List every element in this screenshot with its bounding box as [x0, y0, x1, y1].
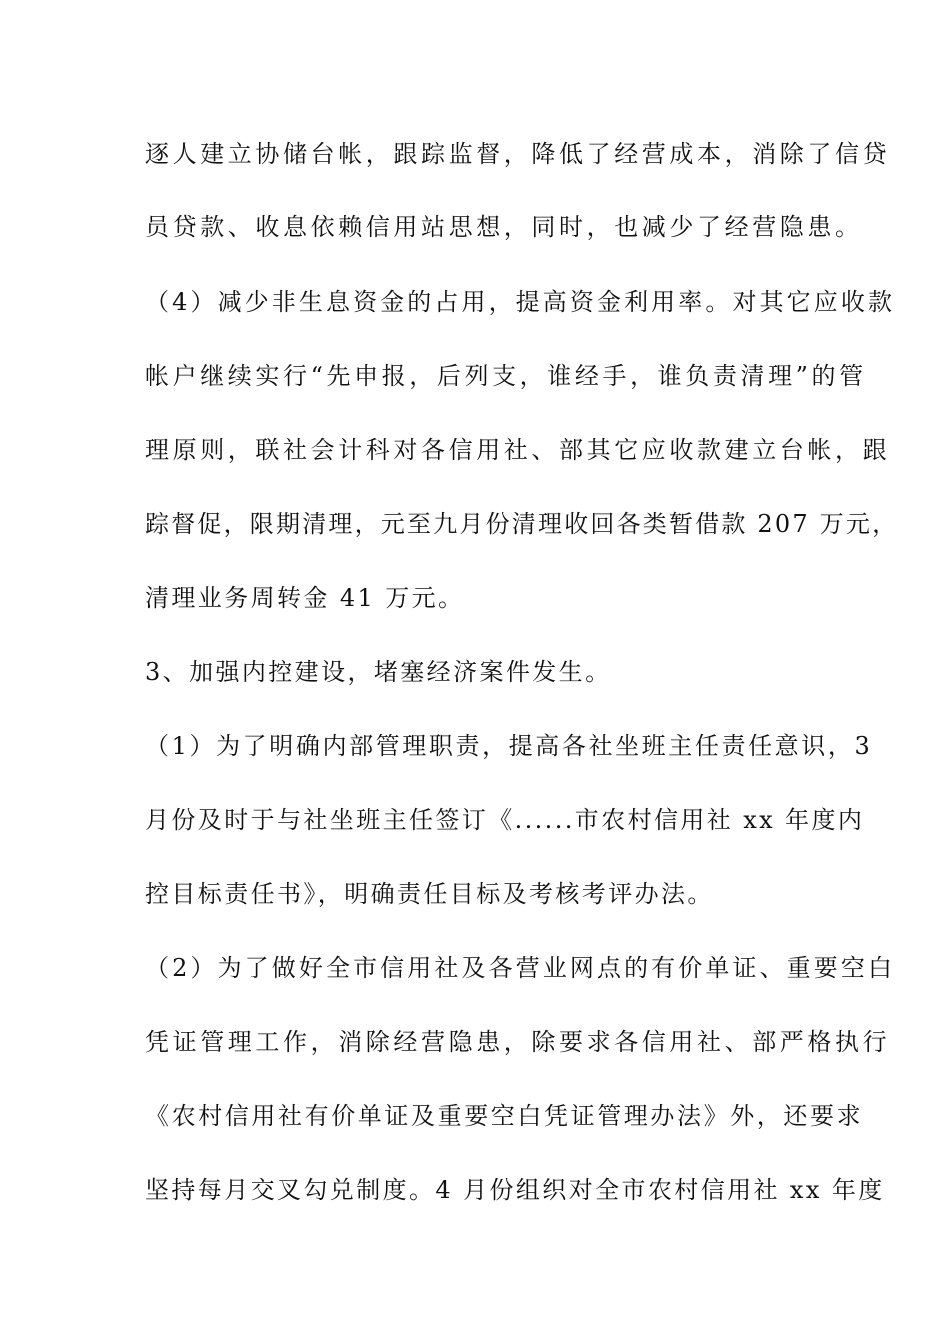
- text-line: 月份及时于与社坐班主任签订《......市农村信用社 xx 年度内: [145, 806, 865, 834]
- text-line: （1）为了明确内部管理职责，提高各社坐班主任责任意识，3: [145, 732, 873, 760]
- text-line: 帐户继续实行“先申报，后列支，谁经手，谁负责清理”的管: [145, 362, 867, 390]
- section-heading: 3、加强内控建设，堵塞经济案件发生。: [145, 658, 612, 686]
- text-line: 凭证管理工作，消除经营隐患，除要求各信用社、部严格执行: [145, 1028, 891, 1056]
- text-line: 清理业务周转金 41 万元。: [145, 584, 465, 612]
- text-line: （4）减少非生息资金的占用，提高资金利用率。对其它应收款: [145, 288, 896, 316]
- text-line: （2）为了做好全市信用社及各营业网点的有价单证、重要空白: [145, 954, 896, 982]
- text-line: 《农村信用社有价单证及重要空白凭证管理办法》外，还要求: [145, 1102, 864, 1130]
- text-line: 员贷款、收息依赖信用站思想，同时，也减少了经营隐患。: [145, 213, 863, 241]
- text-line: 理原则，联社会计科对各信用社、部其它应收款建立台帐，跟: [145, 436, 891, 464]
- text-line: 踪督促，限期清理，元至九月份清理收回各类暂借款 207 万元，: [145, 510, 899, 538]
- text-line: 控目标责任书》，明确责任目标及考核考评办法。: [145, 880, 714, 908]
- text-line: 坚持每月交叉勾兑制度。4 月份组织对全市农村信用社 xx 年度: [145, 1176, 885, 1204]
- text-line: 逐人建立协储台帐，跟踪监督，降低了经营成本，消除了信贷: [145, 140, 891, 168]
